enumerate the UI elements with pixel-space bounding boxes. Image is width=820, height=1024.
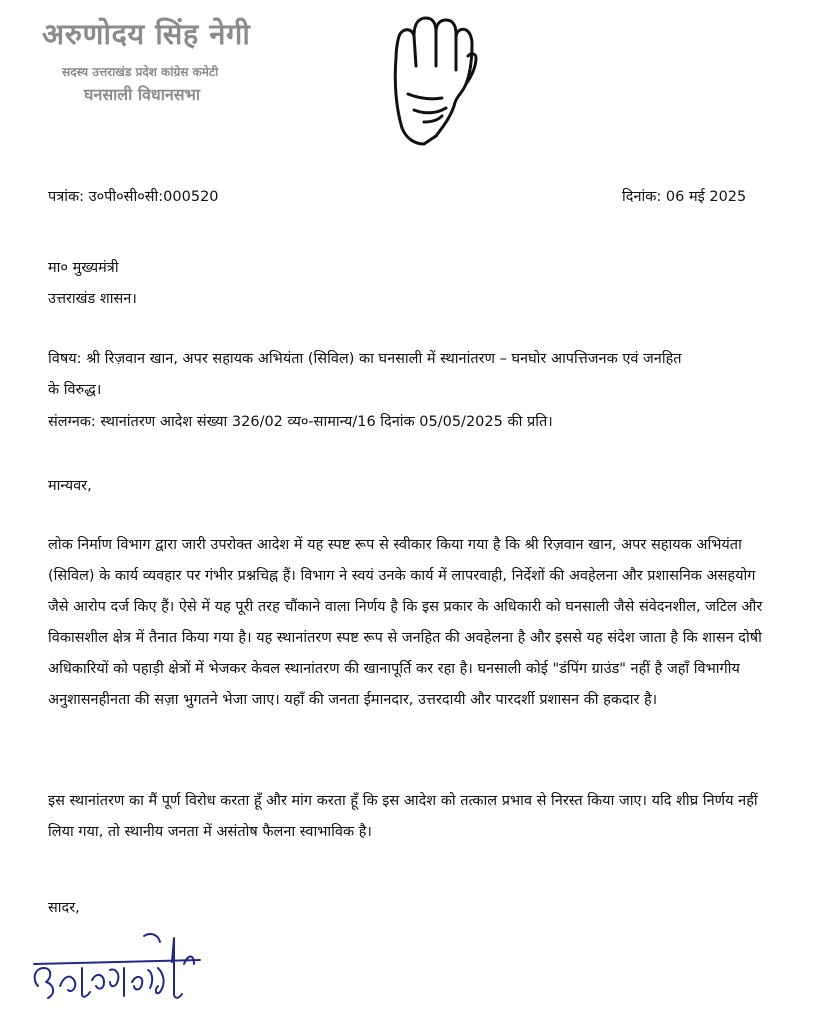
- letterhead-name: अरुणोदय सिंह नेगी: [42, 17, 251, 51]
- body-paragraph-1: लोक निर्माण विभाग द्वारा जारी उपरोक्त आदेश में यह स्पष्ट रूप से स्वीकार किया गया है कि श्री रिज़वान खान, अपर सहायक अभियंता (सिविल) के कार्य व्यवहार पर गंभीर प्रश्नचिह्न हैं। विभाग ने स्वयं उनके कार्य में लापरवाही, निर्देशों की अवहेलना और प्रशासनिक असहयोग जैसे आरोप दर्ज किए हैं। ऐसे में यह पूरी तरह चौंकाने वाला निर्णय है कि इस प्रकार के अधिकारी को घनसाली जैसे संवेदनशील, जटिल और विकासशील क्षेत्र में तैनात किया गया है। यह स्थानांतरण स्पष्ट रूप से जनहित की अवहेलना है और इससे यह संदेश जाता है कि शासन दोषी अधिकारियों को पहाड़ी क्षेत्रों में भेजकर केवल स्थानांतरण की खानापूर्ति कर रहा है। घनसाली कोई "डंपिंग ग्राउंड" नहीं है जहाँ विभागीय अनुशासनहीनता की सज़ा भुगतने भेजा जाए। यहाँ की जनता ईमानदार, उत्तरदायी और पारदर्शी प्रशासन की हकदार है।: [48, 537, 763, 708]
- enclosure-line: संलग्नक: स्थानांतरण आदेश संख्या 326/02 व्य०-सामान्य/16 दिनांक 05/05/2025 की प्रति।: [48, 414, 553, 430]
- subject-line-2: के विरुद्ध।: [48, 382, 102, 398]
- letterhead-role: सदस्य उत्तराखंड प्रदेश कांग्रेस कमेटी: [62, 65, 219, 79]
- letterhead: [42, 14, 302, 105]
- addressee-line-2: उत्तराखंड शासन।: [48, 291, 137, 307]
- subject-line-1: विषय: श्री रिज़वान खान, अपर सहायक अभियंता (सिविल) का घनसाली में स्थानांतरण – घनघोर आपत्तिजनक एवं जनहित: [48, 351, 682, 367]
- addressee-line-1: मा० मुख्यमंत्री: [48, 260, 119, 276]
- body-paragraph-2: इस स्थानांतरण का मैं पूर्ण विरोध करता हूँ और मांग करता हूँ कि इस आदेश को तत्काल प्रभाव से निरस्त किया जाए। यदि शीघ्र निर्णय नहीं लिया गया, तो स्थानीय जनता में असंतोष फैलना स्वाभाविक है।: [48, 793, 758, 840]
- congress-hand-icon: [384, 10, 480, 150]
- letter-date: दिनांक: 06 मई 2025: [622, 189, 747, 205]
- closing: सादर,: [48, 900, 80, 916]
- letterhead-constituency: घनसाली विधानसभा: [84, 85, 200, 104]
- reference-number: पत्रांक: उ०पी०सी०सी:000520: [48, 189, 219, 205]
- salutation: मान्यवर,: [48, 478, 92, 494]
- signature: [24, 924, 204, 1014]
